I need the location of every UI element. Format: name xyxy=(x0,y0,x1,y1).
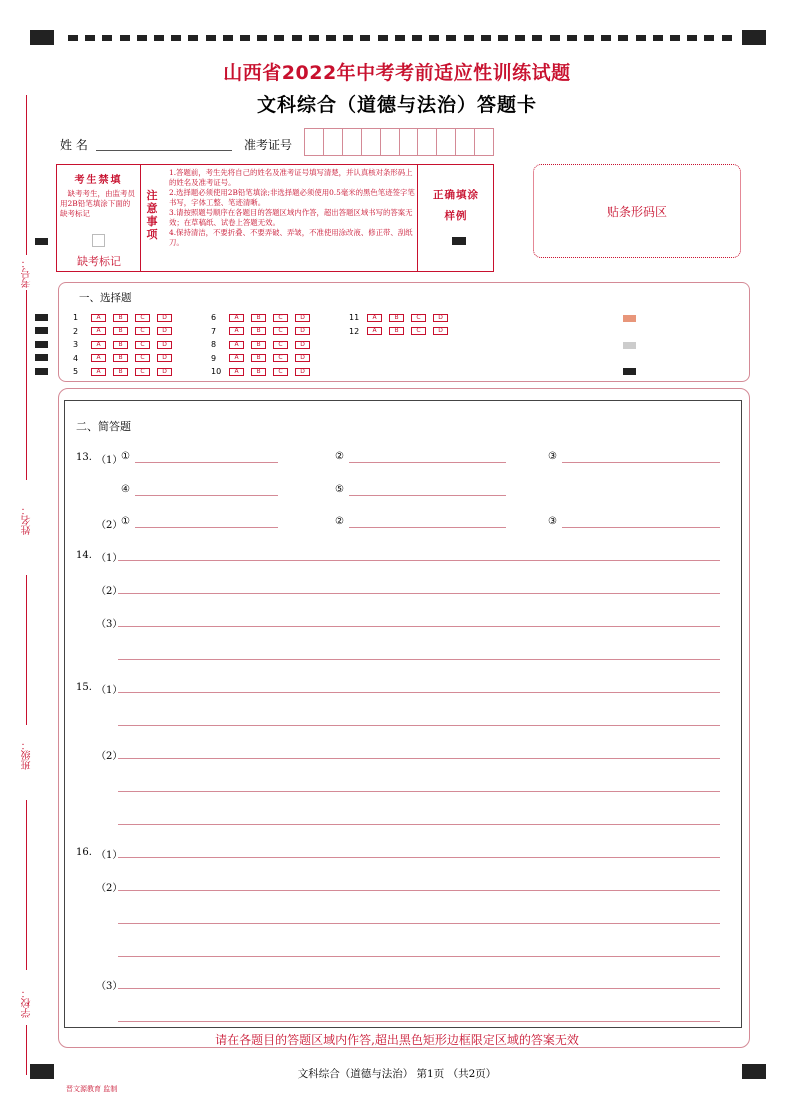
circled-number: ③ xyxy=(548,516,557,527)
circled-number: ① xyxy=(121,516,130,527)
timing-dash xyxy=(584,35,594,41)
sub-question-label: （1） xyxy=(96,685,123,696)
answer-line[interactable] xyxy=(118,692,720,693)
timing-dash xyxy=(171,35,181,41)
option-bubble-c[interactable]: C xyxy=(273,314,288,322)
timing-dash xyxy=(240,35,250,41)
answer-line[interactable] xyxy=(118,791,720,792)
answer-line[interactable] xyxy=(349,495,506,496)
row-mark xyxy=(35,238,48,245)
option-bubble-a[interactable]: A xyxy=(367,314,382,322)
side-line-3 xyxy=(26,575,27,725)
answer-line[interactable] xyxy=(135,462,278,463)
option-bubble-c[interactable]: C xyxy=(135,314,150,322)
timing-swatch-grey xyxy=(623,342,636,349)
choice-question-row xyxy=(73,338,179,352)
question-number: 3 xyxy=(73,340,79,349)
question-number: 6 xyxy=(211,313,217,322)
circled-number: ④ xyxy=(121,484,130,495)
sample-filled-mark xyxy=(452,237,466,245)
exam-id-cell[interactable] xyxy=(324,128,343,156)
choice-column-2 xyxy=(211,311,317,379)
answer-line[interactable] xyxy=(118,956,720,957)
side-label-name: 姓名： xyxy=(22,505,33,535)
side-label-exam-no: 考号： xyxy=(22,258,33,288)
option-bubble-d[interactable]: D xyxy=(157,341,172,349)
sub-question-label: （1） xyxy=(96,850,123,861)
choice-question-row xyxy=(211,311,317,325)
choice-column-3 xyxy=(349,311,455,338)
choice-question-row xyxy=(73,311,179,325)
circled-number: ① xyxy=(121,451,130,462)
option-bubble-b[interactable]: B xyxy=(251,354,266,362)
option-bubble-b[interactable]: B xyxy=(251,341,266,349)
exam-id-cell[interactable] xyxy=(362,128,381,156)
choice-question-row xyxy=(211,352,317,366)
timing-dash xyxy=(68,35,78,41)
timing-dash xyxy=(85,35,95,41)
side-label-class: 班级： xyxy=(22,740,33,770)
question-number-15: 15. xyxy=(76,682,92,693)
timing-dash xyxy=(309,35,319,41)
timing-dash xyxy=(550,35,560,41)
option-bubble-a[interactable]: A xyxy=(229,341,244,349)
option-bubble-b[interactable]: B xyxy=(251,368,266,376)
answer-line[interactable] xyxy=(118,824,720,825)
exam-id-cell[interactable] xyxy=(304,128,324,156)
answer-line[interactable] xyxy=(562,462,720,463)
option-bubble-c[interactable]: C xyxy=(135,368,150,376)
rules-box xyxy=(56,164,494,272)
sub-question-label: （2） xyxy=(96,883,123,894)
timing-dash xyxy=(722,35,732,41)
timing-dash xyxy=(102,35,112,41)
timing-dash xyxy=(274,35,284,41)
timing-dash xyxy=(343,35,353,41)
choice-question-row xyxy=(73,325,179,339)
side-line-1 xyxy=(26,95,27,255)
timing-dash xyxy=(618,35,628,41)
barcode-label: 贴条形码区 xyxy=(606,205,667,219)
option-bubble-c[interactable]: C xyxy=(411,314,426,322)
answer-line[interactable] xyxy=(118,890,720,891)
option-bubble-c[interactable]: C xyxy=(273,354,288,362)
choice-question-row xyxy=(211,365,317,379)
option-bubble-b[interactable]: B xyxy=(251,314,266,322)
exam-id-cell[interactable] xyxy=(437,128,456,156)
sample-title: 正确填涂 样例 xyxy=(433,189,479,222)
circled-number: ③ xyxy=(548,451,557,462)
option-bubble-b[interactable]: B xyxy=(113,314,128,322)
option-bubble-d[interactable]: D xyxy=(295,341,310,349)
sub-question-label: （1） xyxy=(96,455,123,466)
name-label: 姓 名 xyxy=(60,138,88,152)
option-bubble-d[interactable]: D xyxy=(433,314,448,322)
option-bubble-c[interactable]: C xyxy=(273,368,288,376)
answer-line[interactable] xyxy=(135,527,278,528)
option-bubble-c[interactable]: C xyxy=(135,354,150,362)
choice-title: 一、选择题 xyxy=(79,292,132,304)
exam-id-cell[interactable] xyxy=(400,128,419,156)
timing-dash xyxy=(704,35,714,41)
timing-dash xyxy=(464,35,474,41)
prohibited-title: 考生禁填 xyxy=(74,175,123,186)
question-number: 1 xyxy=(73,313,79,322)
circled-number: ⑤ xyxy=(335,484,344,495)
sub-question-label: （3） xyxy=(96,981,123,992)
option-bubble-a[interactable]: A xyxy=(91,341,106,349)
answer-line[interactable] xyxy=(118,988,720,989)
circled-number: ② xyxy=(335,516,344,527)
option-bubble-b[interactable]: B xyxy=(113,341,128,349)
option-bubble-c[interactable]: C xyxy=(135,341,150,349)
timing-dash xyxy=(532,35,542,41)
exam-id-label: 准考证号 xyxy=(244,138,293,152)
circled-number: ② xyxy=(335,451,344,462)
answer-line[interactable] xyxy=(349,527,506,528)
exam-id-grid[interactable] xyxy=(304,128,494,156)
timing-dash xyxy=(206,35,216,41)
sample-cell xyxy=(417,165,494,271)
option-bubble-c[interactable]: C xyxy=(135,327,150,335)
choice-section xyxy=(58,282,750,382)
option-bubble-d[interactable]: D xyxy=(157,327,172,335)
timing-dash xyxy=(429,35,439,41)
option-bubble-c[interactable]: C xyxy=(273,327,288,335)
notice-title: 注 意 事 项 xyxy=(146,189,158,241)
timing-dash xyxy=(446,35,456,41)
side-line-4 xyxy=(26,800,27,970)
question-number: 5 xyxy=(73,367,79,376)
answer-line[interactable] xyxy=(118,857,720,858)
question-number-13: 13. xyxy=(76,452,92,463)
notice-text: 1.答题前，考生先将自己的姓名及准考证号填写清楚，并认真核对条形码上的姓名及准考证号。 2.选择题必须使用2B铅笔填涂;非选择题必须使用0.5毫米的黑色笔迹签字笔书写，字体工整、笔迹清晰。 3.请按照题号顺序在各题目的答题区域内作答，超出答题区域书写的答案无效；在草稿纸、试卷上答题无效。 4.保持清洁，不要折叠、不要弄破、弄皱，不准使用涂改液、修正带、刮纸刀。 xyxy=(169,168,415,247)
timing-dash xyxy=(498,35,508,41)
row-mark xyxy=(35,368,48,375)
answer-line[interactable] xyxy=(562,527,720,528)
absent-checkbox[interactable] xyxy=(92,234,105,247)
option-bubble-d[interactable]: D xyxy=(433,327,448,335)
page-title: 山西省2022年中考考前适应性训练试题 xyxy=(223,62,571,84)
option-bubble-d[interactable]: D xyxy=(157,368,172,376)
timing-dash xyxy=(120,35,130,41)
timing-dash xyxy=(360,35,370,41)
row-mark xyxy=(35,327,48,334)
option-bubble-d[interactable]: D xyxy=(157,354,172,362)
option-bubble-d[interactable]: D xyxy=(157,314,172,322)
question-number: 12 xyxy=(349,326,360,336)
option-bubble-a[interactable]: A xyxy=(91,314,106,322)
timing-dash xyxy=(687,35,697,41)
option-bubble-b[interactable]: B xyxy=(389,327,404,335)
timing-dash xyxy=(378,35,388,41)
page-subtitle: 文科综合（道德与法治）答题卡 xyxy=(256,94,537,116)
name-field[interactable] xyxy=(96,150,232,151)
option-bubble-a[interactable]: A xyxy=(229,314,244,322)
timing-dash xyxy=(154,35,164,41)
question-number-14: 14. xyxy=(76,550,92,561)
side-label-school: 学校： xyxy=(22,988,33,1018)
choice-column-1 xyxy=(73,311,179,379)
timing-dash xyxy=(395,35,405,41)
option-bubble-d[interactable]: D xyxy=(295,368,310,376)
question-number: 2 xyxy=(73,326,79,336)
footer-publisher: 晋文源教育 监制 xyxy=(66,1085,118,1093)
choice-question-row xyxy=(349,311,455,325)
question-number: 4 xyxy=(73,353,79,363)
option-bubble-b[interactable]: B xyxy=(113,354,128,362)
timing-dash xyxy=(636,35,646,41)
timing-dash xyxy=(326,35,336,41)
corner-mark-top-left xyxy=(30,30,54,45)
option-bubble-a[interactable]: A xyxy=(229,368,244,376)
timing-swatch-orange xyxy=(623,315,636,322)
exam-id-cell[interactable] xyxy=(475,128,494,156)
option-bubble-d[interactable]: D xyxy=(295,327,310,335)
row-mark xyxy=(35,354,48,361)
sub-question-label: （1） xyxy=(96,553,123,564)
absent-label: 缺考标记 xyxy=(77,255,121,268)
option-bubble-d[interactable]: D xyxy=(295,314,310,322)
sub-question-label: （3） xyxy=(96,619,123,630)
exam-id-cell[interactable] xyxy=(343,128,362,156)
timing-dash xyxy=(670,35,680,41)
option-bubble-c[interactable]: C xyxy=(411,327,426,335)
footer-warning: 请在各题目的答题区域内作答,超出黑色矩形边框限定区域的答案无效 xyxy=(215,1033,579,1047)
question-number-16: 16. xyxy=(76,847,92,858)
choice-question-row xyxy=(211,325,317,339)
exam-id-cell[interactable] xyxy=(456,128,475,156)
answer-line[interactable] xyxy=(118,923,720,924)
option-bubble-b[interactable]: B xyxy=(251,327,266,335)
timing-strip-top xyxy=(68,35,733,41)
short-answer-title: 二、简答题 xyxy=(76,420,131,433)
prohibited-text: 缺考考生，由监考员用2B铅笔填涂下面的缺考标记 xyxy=(60,189,135,218)
row-mark xyxy=(35,314,48,321)
timing-dash xyxy=(257,35,267,41)
timing-dash xyxy=(223,35,233,41)
sub-question-label: （2） xyxy=(96,751,123,762)
timing-dash xyxy=(481,35,491,41)
question-number: 9 xyxy=(211,353,217,363)
option-bubble-a[interactable]: A xyxy=(229,354,244,362)
row-mark xyxy=(35,341,48,348)
answer-line[interactable] xyxy=(118,659,720,660)
timing-dash xyxy=(188,35,198,41)
exam-id-cell[interactable] xyxy=(418,128,437,156)
timing-dash xyxy=(515,35,525,41)
option-bubble-b[interactable]: B xyxy=(113,368,128,376)
timing-dash xyxy=(601,35,611,41)
option-bubble-d[interactable]: D xyxy=(295,354,310,362)
timing-dash xyxy=(653,35,663,41)
timing-swatch-black xyxy=(623,368,636,375)
barcode-area xyxy=(533,164,741,258)
choice-question-row xyxy=(349,325,455,339)
answer-line[interactable] xyxy=(118,758,720,759)
answer-line[interactable] xyxy=(135,495,278,496)
question-number: 7 xyxy=(211,326,217,336)
option-bubble-a[interactable]: A xyxy=(91,354,106,362)
option-bubble-a[interactable]: A xyxy=(91,327,106,335)
answer-line[interactable] xyxy=(118,626,720,627)
choice-question-row xyxy=(211,338,317,352)
exam-id-cell[interactable] xyxy=(381,128,400,156)
option-bubble-a[interactable]: A xyxy=(229,327,244,335)
choice-question-row xyxy=(73,365,179,379)
option-bubble-b[interactable]: B xyxy=(113,327,128,335)
sub-question-label: （2） xyxy=(96,586,123,597)
question-number: 10 xyxy=(211,367,222,376)
option-bubble-b[interactable]: B xyxy=(389,314,404,322)
question-number: 8 xyxy=(211,340,217,349)
timing-dash xyxy=(292,35,302,41)
option-bubble-a[interactable]: A xyxy=(367,327,382,335)
answer-line[interactable] xyxy=(118,560,720,561)
question-number: 11 xyxy=(349,313,360,322)
option-bubble-a[interactable]: A xyxy=(91,368,106,376)
answer-line[interactable] xyxy=(349,462,506,463)
corner-mark-top-right xyxy=(742,30,766,45)
footer-page-info: 文科综合（道德与法治） 第1页 （共2页） xyxy=(297,1068,497,1080)
option-bubble-c[interactable]: C xyxy=(273,341,288,349)
timing-dash xyxy=(567,35,577,41)
sub-question-label: （2） xyxy=(96,520,123,531)
answer-line[interactable] xyxy=(118,1021,720,1022)
choice-question-row xyxy=(73,352,179,366)
answer-line[interactable] xyxy=(118,725,720,726)
answer-line[interactable] xyxy=(118,593,720,594)
timing-dash xyxy=(137,35,147,41)
timing-dash xyxy=(412,35,422,41)
prohibited-cell xyxy=(57,165,141,271)
side-line-2 xyxy=(26,290,27,480)
